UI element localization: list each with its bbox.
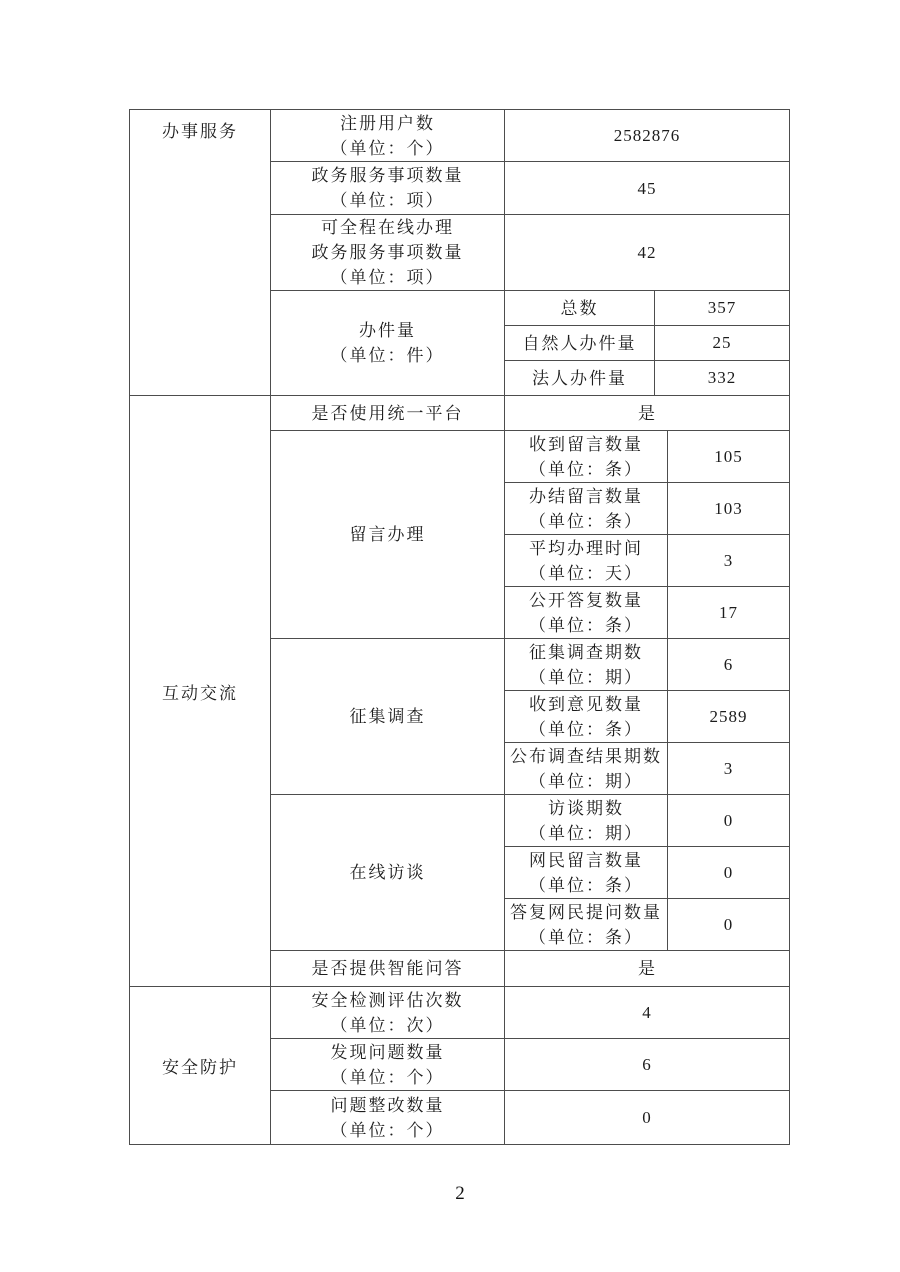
sublabel-unit: （单位：期） (529, 823, 643, 843)
sublabel-text: 收到留言数量 (529, 434, 643, 454)
table-row-smart-qa (271, 951, 790, 987)
sublabel-cell (505, 847, 668, 899)
report-table (129, 109, 790, 1145)
sublabel-text: 公布调查结果期数 (510, 746, 662, 766)
value-text: 4 (642, 1003, 652, 1022)
item-cell (271, 396, 505, 431)
sublabel-cell (505, 795, 668, 847)
section-interaction (130, 396, 790, 987)
sublabel-cell (505, 899, 668, 951)
sublabel-unit: （单位：条） (529, 511, 643, 531)
sublabel-unit: （单位：条） (529, 615, 643, 635)
page-number: 2 (455, 1183, 465, 1204)
sublabel-unit: （单位：天） (529, 563, 643, 583)
table-row-problems-found (271, 1039, 790, 1091)
item-line: 征集调查 (349, 707, 426, 726)
subrow-messages-completed (505, 483, 790, 535)
item-cell (271, 215, 505, 291)
value-cell (505, 1091, 790, 1145)
subvalue-cell (668, 691, 790, 743)
sublabel-cell (505, 535, 668, 587)
subvalue-cell (668, 535, 790, 587)
subrow-questions-answered (505, 899, 790, 951)
value-text: 17 (719, 602, 738, 622)
item-unit-line: （单位：次） (330, 1015, 445, 1035)
sublabel-text: 法人办件量 (532, 368, 627, 388)
section-label-office-services (130, 110, 271, 396)
value-text: 3 (723, 758, 734, 778)
section-office-services (130, 110, 790, 396)
subvalue-cell (655, 326, 790, 361)
item-cell (271, 1091, 505, 1145)
table-row-service-items (271, 162, 790, 215)
subvalue-cell (668, 587, 790, 639)
value-cell (505, 951, 790, 987)
value-text: 6 (723, 654, 734, 674)
section-rows (271, 110, 790, 396)
subvalue-cell (668, 847, 790, 899)
sublabel-cell (505, 326, 655, 361)
subvalue-cell (668, 899, 790, 951)
item-unit-line: （单位：项） (330, 191, 445, 210)
sublabel-cell (505, 431, 668, 483)
value-text: 103 (714, 498, 743, 518)
value-text: 332 (707, 368, 737, 387)
item-line: 安全检测评估次数 (311, 990, 464, 1010)
section-security (130, 987, 790, 1145)
value-cell (505, 987, 790, 1039)
section-label-text: 安全防护 (162, 1058, 238, 1077)
sublabel-unit: （单位：期） (529, 771, 643, 791)
sublabel-text: 收到意见数量 (529, 694, 643, 714)
sublabel-text: 征集调查期数 (529, 642, 643, 662)
sublabel-text: 自然人办件量 (522, 333, 637, 353)
sublabel-cell (505, 483, 668, 535)
subrow-public-replies (505, 587, 790, 639)
sublabel-unit: （单位：期） (529, 667, 643, 687)
subrow-total (505, 291, 790, 326)
sublabel-cell (505, 361, 655, 396)
subrow-messages-received (505, 431, 790, 483)
table-row-problems-rectified (271, 1091, 790, 1145)
value-text: 42 (637, 243, 657, 262)
subvalue-cell (668, 743, 790, 795)
value-cell (505, 1039, 790, 1091)
table-group-message-handling (271, 431, 790, 639)
item-unit-line: （单位：个） (330, 138, 445, 158)
value-text: 25 (712, 333, 732, 352)
value-text: 0 (723, 862, 734, 882)
item-line: 是否使用统一平台 (311, 403, 464, 423)
section-rows (271, 987, 790, 1145)
sublabel-cell (505, 743, 668, 795)
item-unit-line: （单位：项） (330, 268, 445, 287)
item-line: 政务服务事项数量 (311, 166, 464, 185)
section-rows (271, 396, 790, 987)
subrow-opinions-received (505, 691, 790, 743)
sublabel-text: 网民留言数量 (529, 850, 643, 870)
value-text: 45 (637, 178, 657, 198)
subvalue-cell (655, 291, 790, 326)
sublabel-unit: （单位：条） (529, 459, 643, 479)
subrow-legal-person (505, 361, 790, 396)
sublabel-cell (505, 691, 668, 743)
section-label-text: 互动交流 (162, 683, 238, 703)
sublabel-unit: （单位：条） (529, 719, 643, 739)
group-item-cell (271, 639, 505, 795)
value-text: 是 (638, 403, 656, 423)
table-group-online-interview (271, 795, 790, 951)
section-label-security (130, 987, 271, 1145)
item-unit-line: （单位：个） (330, 1120, 445, 1140)
subrows-column (505, 431, 790, 639)
value-text: 是 (638, 959, 656, 978)
item-line: 问题整改数量 (330, 1095, 445, 1115)
subvalue-cell (655, 361, 790, 396)
sublabel-cell (505, 291, 655, 326)
item-line: 可全程在线办理 (321, 218, 454, 237)
item-line: 在线访谈 (349, 863, 426, 882)
section-label-text: 办事服务 (162, 122, 238, 141)
item-unit-line: （单位：件） (330, 346, 445, 365)
table-group-survey (271, 639, 790, 795)
table-row-unified-platform (271, 396, 790, 431)
item-line: 注册用户数 (340, 113, 435, 133)
value-text: 0 (723, 810, 734, 830)
group-item-cell (271, 795, 505, 951)
sublabel-unit: （单位：条） (529, 875, 643, 895)
item-line: 是否提供智能问答 (311, 959, 464, 978)
subrows-column (505, 795, 790, 951)
value-text: 2589 (709, 706, 748, 726)
sublabel-text: 访谈期数 (548, 798, 624, 818)
value-text: 6 (642, 1055, 652, 1074)
group-item-cell (271, 431, 505, 639)
value-text: 105 (714, 446, 743, 466)
item-cell (271, 162, 505, 215)
table-row-security-assessments (271, 987, 790, 1039)
subrow-average-handling-time (505, 535, 790, 587)
item-unit-line: （单位：个） (330, 1067, 445, 1087)
item-cell (271, 987, 505, 1039)
table-group-case-volume (271, 291, 790, 396)
value-cell (505, 162, 790, 215)
value-cell (505, 110, 790, 162)
value-text: 3 (723, 550, 734, 570)
item-line: 发现问题数量 (330, 1042, 445, 1062)
item-line: 办件量 (359, 321, 416, 340)
sublabel-text: 办结留言数量 (529, 486, 643, 506)
sublabel-text: 平均办理时间 (529, 538, 643, 558)
table-row-online-service-items (271, 215, 790, 291)
sublabel-cell (505, 587, 668, 639)
item-line: 政务服务事项数量 (311, 243, 464, 262)
subrow-interview-periods (505, 795, 790, 847)
sublabel-cell (505, 639, 668, 691)
subrow-natural-person (505, 326, 790, 361)
item-cell (271, 951, 505, 987)
section-label-interaction (130, 396, 271, 987)
value-text: 0 (642, 1108, 652, 1127)
value-text: 357 (707, 298, 737, 317)
value-cell (505, 215, 790, 291)
subrows-column (505, 291, 790, 396)
subrow-survey-periods (505, 639, 790, 691)
subvalue-cell (668, 639, 790, 691)
item-cell (271, 110, 505, 162)
item-line: 留言办理 (349, 525, 426, 544)
item-cell (271, 1039, 505, 1091)
value-text: 0 (723, 914, 734, 934)
subvalue-cell (668, 483, 790, 535)
subrow-netizen-messages (505, 847, 790, 899)
subvalue-cell (668, 431, 790, 483)
subrows-column (505, 639, 790, 795)
sublabel-text: 公开答复数量 (529, 590, 643, 610)
value-text: 2582876 (613, 126, 681, 145)
subrow-results-published (505, 743, 790, 795)
sublabel-unit: （单位：条） (529, 927, 643, 947)
subvalue-cell (668, 795, 790, 847)
sublabel-text: 答复网民提问数量 (510, 902, 662, 922)
group-item-cell (271, 291, 505, 396)
sublabel-text: 总数 (560, 298, 599, 318)
table-row-registered-users (271, 110, 790, 162)
value-cell (505, 396, 790, 431)
